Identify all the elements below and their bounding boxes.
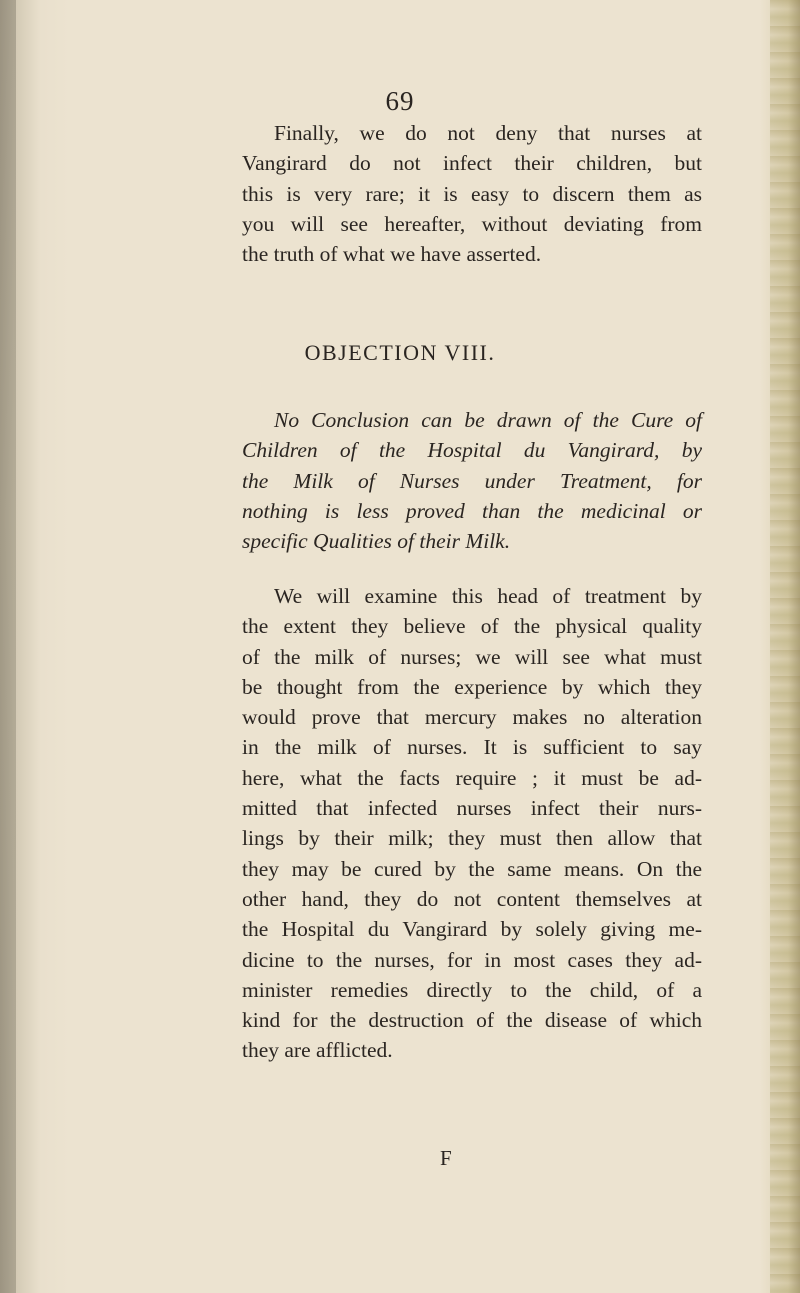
paragraph-2	[242, 581, 702, 1066]
binding-gutter	[0, 0, 16, 1293]
text-line: the extent they believe of the physical quality	[242, 614, 702, 639]
text-line: nothing is less proved than the medicinal or	[242, 498, 702, 523]
text-line: here, what the facts require ; it must be ad-	[242, 765, 702, 790]
text-line: the Milk of Nurses under Treatment, for	[242, 468, 702, 493]
italic-summary	[242, 405, 702, 556]
text-line: you will see hereafter, without deviating from	[242, 211, 702, 236]
text-line: the truth of what we have asserted.	[242, 242, 542, 267]
text-line: they are afflicted.	[242, 1038, 393, 1063]
text-line: Finally, we do not deny that nurses at	[274, 121, 702, 145]
text-line: dicine to the nurses, for in most cases they ad-	[242, 947, 702, 972]
text-line: mitted that infected nurses infect their nurs-	[242, 796, 702, 821]
text-line: would prove that mercury makes no alteration	[242, 705, 702, 730]
text-line: other hand, they do not content themselves at	[242, 886, 702, 911]
text-line: in the milk of nurses. It is sufficient to say	[242, 735, 702, 760]
paragraph-1	[242, 118, 702, 269]
page-edge	[770, 0, 800, 1293]
catchword: F	[440, 1146, 452, 1170]
text-line: the Hospital du Vangirard by solely giving me-	[242, 917, 702, 942]
text-line: they may be cured by the same means. On the	[242, 856, 702, 881]
page-number: 69	[385, 86, 415, 116]
text-line: specific Qualities of their Milk.	[242, 529, 511, 554]
text-line: of the milk of nurses; we will see what must	[242, 644, 702, 669]
text-line: be thought from the experience by which they	[242, 674, 702, 699]
text-line: minister remedies directly to the child, of a	[242, 977, 702, 1002]
text-line: Children of the Hospital du Vangirard, by	[242, 438, 702, 463]
section-heading: OBJECTION VIII.	[304, 340, 496, 365]
text-line: this is very rare; it is easy to discern them as	[242, 181, 702, 206]
text-line: kind for the destruction of the disease of which	[242, 1008, 702, 1033]
text-line: Vangirard do not infect their children, but	[242, 151, 702, 176]
text-line: No Conclusion can be drawn of the Cure of	[274, 408, 702, 432]
text-line: We will examine this head of treatment by	[274, 584, 702, 608]
text-line: lings by their milk; they must then allow that	[242, 826, 702, 851]
